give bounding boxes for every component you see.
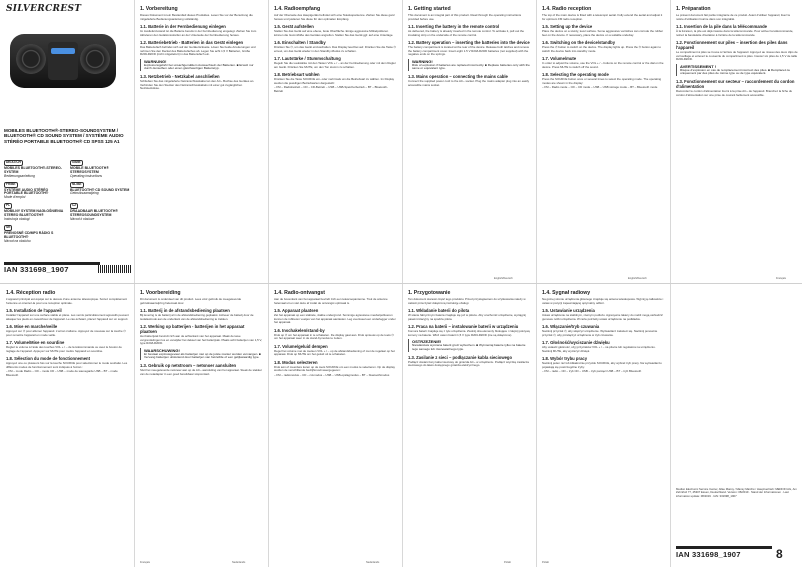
paragraph: Naciśnij jeden raz lub kilkakrotnie przycisk SOURCE, aby wybrać tryb pracy. Na wyświetlaczu pojawiają się poszczególne tryby: (542, 361, 662, 369)
page-en-2 (538, 0, 668, 283)
cover-page (0, 0, 134, 283)
page-footer: Polski (504, 561, 511, 564)
page-fr-2 (2, 284, 134, 567)
subsection-heading: 1.8. Modus selecteren (274, 359, 318, 365)
subsection-heading: 1.6. Mise en marche/veille (6, 324, 58, 329)
product-image (10, 34, 116, 88)
subsection-heading: 1.5. Installation de l'appareil (6, 308, 62, 313)
subsection-heading: 1.6. Switching on the device/standby (542, 40, 616, 45)
warning-title: WAARSCHUWING! (144, 347, 180, 353)
product-title: MOBILES BLUETOOTH®-STEREO-SOUNDSYSTEM / BLUETOOTH® CD SOUND SYSTEM / SYSTÈME AUDIO STÉRÉO PORTABLE BLUETOOTH® CD SPSS 125 A1 (4, 128, 124, 144)
paragraph: Het batterijvak bevindt zich aan de achterkant van het apparaat. Maak de twee vergrendelingen los en verwijder het deksel van het batterijvak. Plaats acht batterijen van 1,5 V, type R20/LR20/D. (140, 334, 263, 345)
paragraph: Auf der Oberseite des Hauptgeräts befindet sich eine Teleskopantenne. Ziehen Sie diese ganz heraus und justieren Sie diese für den optimalen Empfang. (274, 13, 395, 21)
subsection-heading: 1.8. Sélection du mode de fonctionnement (6, 356, 90, 361)
paragraph: In order to adjust the volume, use the VOL + / – buttons on the remote control or the dial on the device. Press MUTE to switch off the sound. (542, 61, 664, 69)
paragraph: Aan de bovenkant van het apparaat bevindt zich een telescoopantenne. Trek de antenne helemaal uit en stel deze af zodat de ontvangst optimaal is. (274, 297, 388, 305)
paragraph: Komora baterii znajduje się z tyłu urządzenia. Zwolnij oba elementy blokujące i zdejmij pokrywę komory na baterie. Włóż osiem baterii 1,5 V typu R20/LR20/D (nie są dołączone). (408, 329, 530, 337)
column-divider (670, 284, 671, 567)
column-divider (536, 284, 537, 567)
column-divider (670, 0, 671, 283)
subsection-heading: 1.5. Setting up the device (542, 24, 593, 29)
subsection-heading: 1.8. Selecting the operating mode (542, 72, 609, 77)
subsection-heading: 1.7. Volume/Mise en sourdine (6, 340, 65, 345)
paragraph: Regeln Sie die Lautstärke mit den Tasten VOL + / – an der Fernbedienung oder mit dem Regler am Gerät. Drücken Sie MUTE, um den Ton stumm zu schalten. (274, 61, 396, 69)
paragraph: Druk één of meerdere keren op de toets SOURCE om een modus te selecteren. Op de display worden de verschillende bedrijfsmodi weergegeven: (274, 364, 395, 372)
section-heading: 1.4. Réception radio (6, 290, 56, 296)
section-heading: 1.4. Radio reception (542, 6, 592, 12)
warning-title: WARNING! (412, 58, 433, 64)
subsection-heading: 1.5. Gerät aufstellen (274, 24, 314, 29)
paragraph: Bij levering is de batterij al in de afstandsbediening geplaatst. Activeer de batterij door de isolatiestrook aan de onderkant van de afstandsbediening te trekken. (140, 313, 254, 321)
subsection-heading: 1.5. Ustawianie urządzenia (542, 308, 595, 313)
warning-text: Niewłaściwa wymiana baterii grozi wybuchem. ■ Wymieniaj baterie tylko na baterie tego samego lub równoważnego typu. (412, 343, 526, 351)
paragraph: Le compartiment à piles se trouve à l'arrière de l'appareil. Appuyez au niveau des deux clips de verrouillage et enlevez le couvercle du compartiment à piles. Insérez six piles de 1,5 V de taille R20/LR20/D. (676, 50, 798, 61)
column-divider (268, 0, 269, 283)
paragraph: The battery compartment is located at the rear of the device. Release both latches and remove the battery compartment cover. Insert eight 1.5 V R20/LR20/D batteries (not supplied) with the negative ends on the springs. (408, 45, 530, 56)
top-sheet (0, 0, 802, 283)
warning-text: Risk of explosion if batteries are replaced incorrectly. ■ Replace batteries only with the same or equivalent type. (412, 62, 530, 71)
subsection-heading: 1.2. Fonctionnement sur piles – insertion des piles dans l'appareil (676, 40, 788, 50)
mode-list: – FM – radiomodus – CD – cd-modus – USB – USB-opslagmodus – BT – bluetoothmodus (274, 372, 390, 377)
mode-list: – FM – Radio mode – CD – CD mode – USB – USB storage mode – BT – Bluetooth mode (542, 85, 658, 89)
warning-text: Er bestaat explosiegevaar als batterijen niet op de juiste manier worden vervangen. ■ Vervang batterijen uitsluitend door batterijen van hetzelfde of een gelijkwaardig type. (144, 351, 261, 360)
language-item: PL MOBILNY SYSTEM NAGŁOŚNIENIA STEREO BLUETOOTH® Instrukcja obsługi (4, 203, 64, 221)
page-footer: English/Deutsch (494, 277, 513, 280)
warning-title: OSTRZEŻENIE! (412, 339, 442, 344)
paragraph: Raccordez le cordon d'alimentation fourni à la prise AC~ de l'appareil. Branchez la fiche du cordon d'alimentation sur une prise de courant facilement accessible. (676, 89, 793, 97)
paragraph: Place the device on a sturdy, level surface. Some aggressive varnishes can corrode the rubber feet on the device. If necessary, place the device on a suitable underlay. (542, 29, 664, 37)
page-footer: Nederlands (366, 561, 380, 564)
subsection-heading: 1.8. Betriebsart wählen (274, 72, 320, 77)
subsection-heading: 1.2. Praca na baterii – instalowanie baterii w urządzeniu (408, 324, 519, 329)
section-heading: 1.4. Radio-ontvangst (274, 290, 326, 296)
subsection-heading: 1.6. Inschakelen/stand-by (274, 327, 325, 333)
warning-title: WARNUNG! (144, 58, 167, 64)
column-divider (268, 284, 269, 567)
page-pl-1 (404, 284, 534, 567)
ian-number: IAN 331698_1907 (4, 265, 69, 274)
paragraph: Drücken Sie die Taste SOURCE ein- oder mehrmals um die Betriebsart zu wählen. Im Display werden die jeweiligen Betriebsarten dargestellt: (274, 77, 395, 85)
subsection-heading: 1.3. Fonctionnement sur secteur – raccordement du cordon d'alimentation (676, 79, 795, 90)
mode-list: – FM – mode Radio – CD – mode CD – USB – mode de sauvegarde USB – BT – mode Bluetooth (6, 369, 118, 377)
mode-list: – FM – radio – CD – tryb CD – USB – tryb pamięci USB – BT – tryb Bluetooth (542, 369, 642, 373)
paragraph: Podłącz dostarczony kabel sieciowy do gniazda AC~ w urządzeniu. Podłącz wtyczkę zasilacza sieciowego do łatwo dostępnego gniazda elektrycznego. (408, 359, 529, 368)
subsection-heading: 1.2. Werking op batterijen - batterijen in het apparaat plaatsen (140, 324, 245, 334)
section-heading: 1. Voorbereiding (140, 290, 181, 296)
language-item: FR/BE SYSTÈME AUDIO STÉRÉO PORTABLE BLUETOOTH® Mode d'emploi (4, 181, 49, 200)
paragraph: Naciśnij przycisk ⏻, aby włączyć urządzenie. Wyświetlacz zaświeci się. Naciśnij ponownie przycisk ⏻, aby przełączyć urządzenie w tryb czuwania. (542, 329, 658, 337)
paragraph: Réglez le volume à l'aide des touches VOL + / – de la télécommande ou avec le bouton de réglage de l'appareil. Appuyez sur MUTE pour mettre l'appareil en sourdine. (6, 345, 122, 353)
language-item: GB/IE MOBILE BLUETOOTH® STEREOSYSTEM Operating instructions (70, 160, 109, 178)
paragraph: Dit document is onderdeel van dit product. Lees vóór gebruik de meegeleverde gebruiksaanwijzing helemaal door. (140, 297, 242, 305)
paragraph: Press the ⏻ button to switch on the device. The display lights up. Press the ⏻ button again to switch the device back into standby mode. (542, 45, 661, 53)
subsection-heading: 1.5. Apparaat plaatsen (274, 308, 319, 313)
section-heading: 1. Przygotowanie (408, 290, 451, 296)
page-footer: Français (140, 561, 150, 564)
paragraph: This document is an integral part of this product. Read through the operating instructions provided before use. (408, 13, 522, 21)
product-light-bar (51, 48, 75, 54)
subsection-heading: 1.3. Mains operation – connecting the mains cable (408, 74, 508, 80)
paragraph: Das Batteriefach befindet sich auf der Geräterückseite. Lösen Sie beide Arretierungen und nehmen Sie den Deckel des Batteriefaches ab. Legen Sie acht 1,5 V Batterien, Größe R20/LR20/D (nicht mitgeliefert) in das Batteriefach ein. (140, 45, 256, 56)
subsection-heading: 1.7. Głośność/wyciszanie dźwięku (542, 340, 610, 345)
page-pl-2 (538, 284, 670, 567)
paragraph: Stellen Sie das Gerät auf eine ebene, feste Oberfläche. Einige aggressive Möbelpolituren können die Gummifüße des Gerätes angreifen. Stellen Sie das Gerät ggf. auf eine Unterlage. (274, 29, 394, 37)
paragraph: Dieses Dokument ist ein Bestandteil dieses Produktes. Lesen Sie vor der Benutzung die mitgelieferte Bedienungsanleitung vollständig. (140, 13, 253, 21)
paragraph: Aby ustawić głośność, użyj przycisków VOL + / – na pilocie lub regulatora na urządzeniu. Naciśnij MUTE, aby wyciszyć dźwięk. (542, 345, 656, 353)
paragraph: Zet het apparaat op een stabiele, vlakke ondergrond. Sommige agressieve meubelpolitoeren kunnen de rubberen voetjes van het apparaat aantasten. Leg eventueel een onderlegger onder het apparaat. (274, 313, 396, 324)
language-item: SK PRENOSNÉ CD/MP3 RÁDIO S BLUETOOTH® Návod na obsluhu (4, 224, 54, 243)
page-footer: English/Deutsch (628, 277, 647, 280)
warning-box (140, 59, 262, 72)
subsection-heading: 1.6. Einschalten / Standby (274, 40, 326, 45)
page-footer: Polski (542, 561, 549, 564)
paragraph: Sluit het meegeleverde netsnoer aan op de AC~ aansluiting van het apparaat. Steek de stekker van de netadapter in een goed bereikbaar stopcontact. (140, 368, 262, 376)
paragraph: The top of the main device is fitted with a telescopic aerial. Fully extend the aerial and adjust it for optimum FM radio reception. (542, 13, 663, 21)
subsection-heading: 1.3. Zasilanie z sieci – podłączanie kabla sieciowego (408, 354, 513, 360)
paragraph: Na górnej stronie urządzenia głównego znajduje się antena teleskopowa. Wyjmij ją całkowicie i ustaw w pozycji zapewniającej optymalny odbiór. (542, 297, 664, 305)
warning-box (408, 59, 530, 72)
column-divider (134, 0, 135, 283)
subsection-heading: 1.8. Wybór trybu pracy (542, 356, 588, 361)
warning-title: AVERTISSEMENT ! (680, 63, 717, 69)
subsection-heading: 1.3. Netzbetrieb - Netzkabel anschließen (140, 74, 220, 80)
paragraph: Schließen Sie das mitgelieferte Netzanschlusskabel an den AC~ Buchse des Gerätes an. Verbinden Sie den Stecker des Netzanschlusskabels mit einer gut zugänglichen Netzsteckdose. (140, 79, 255, 91)
page-footer: Nederlands (232, 561, 246, 564)
barcode (98, 265, 132, 273)
mode-list: – FM – Radiobetrieb – CD – CD-Betrieb – USB – USB-Speicherbetrieb – BT – Bluetooth-Betrieb (274, 85, 388, 93)
paragraph: Regel het volume met de toetsen VOL + / – op de afstandsbediening of met de regelaar op het apparaat. Druk op MUTE om het geluid uit te schakelen. (274, 348, 395, 356)
page-nl-1 (136, 284, 266, 567)
paragraph: Druk op ⏻ om het apparaat in te schakelen. De display gaat aan. Druk opnieuw op de toets ⏻ om het apparaat weer in de stand-bymodus te zetten. (274, 332, 394, 340)
paragraph: Le présent document fait partie intégrante de ce produit. Avant d'utiliser l'appareil, lisez la notice d'utilisation fournie dans son intégralité. (676, 13, 790, 21)
warning-text: Explosionsgefahr bei unsachgemäßem Auswechseln der Batterien. ■ Ersatz nur durch denselben oder einen gleichwertigen Batterietyp. (144, 62, 254, 71)
section-heading: 1. Vorbereitung (140, 6, 178, 12)
back-cover (672, 284, 802, 567)
warning-box (408, 339, 530, 352)
paragraph: Im Auslieferzustand ist die Batterie bereits in der Fernbedienung eingelegt. Ziehen Sie zum Aktivieren den Isolationsstreifen an der Unterseite der Fernbedienung heraus. (140, 29, 257, 37)
language-item: CZ DRAADBAAR BLUETOOTH® STEREOSOUNDSYSTEM Návod k obsluze (70, 203, 119, 221)
language-list (4, 160, 132, 244)
column-divider (402, 0, 403, 283)
subsection-heading: 1.2. Battery operation – inserting the batteries into the device (408, 40, 530, 45)
paragraph: Ten dokument stanowi część tego produktu. Przed przystąpieniem do użytkowania należy w całości przeczytać dołączoną instrukcję obsługi. (408, 297, 526, 305)
subsection-heading: 1.1. Batterie in der Fernbedienung einlegen (140, 24, 226, 29)
paragraph: As delivered, the battery is already inserted in the remote control. To activate it, pull out the insulating strip on the underside of the remote control. (408, 29, 524, 37)
section-heading: 1.4. Radioempfang (274, 6, 321, 12)
subsection-heading: 1.3. Gebruik op netstroom – netsnoer aansluiten (140, 363, 237, 369)
page-number: 8 (776, 547, 783, 561)
bottom-sheet (0, 284, 802, 567)
paragraph: Ustaw urządzenie na stabilnym, równym podłożu. Agresywne lakiery do mebli mogą uszkodzić gumowe nóżki urządzenia. W razie potrzeby ustaw urządzenie na podkładce. (542, 313, 663, 321)
warning-box (140, 348, 262, 361)
page-de-1 (136, 0, 266, 283)
subsection-heading: 1.7. Lautstärke / Stummschaltung (274, 56, 341, 61)
brand-logo: SILVERCREST (6, 4, 82, 14)
warning-text: Risque d'explosion en cas de remplacement incorrect des piles. ■ Remplacez-la uniquement par des piles de même type ou de type équivalent. (680, 67, 790, 76)
paragraph: Appuyez une ou plusieurs fois sur la touche SOURCE pour sélectionner le mode souhaité. Les différents modes de fonctionnement sont indiqués à l'écran : (6, 361, 128, 369)
paragraph: À la livraison, la pile est déjà insérée dans la télécommande. Pour activer la télécommande, retirez la bandelette d'isolation à l'arrière de la télécommande. (676, 29, 794, 37)
paragraph: Appuyez sur ⏻ pour allumer l'appareil. L'écran s'allume. Appuyez de nouveau sur la touche ⏻ pour remettre l'appareil en mode veille. (6, 329, 126, 337)
subsection-heading: 1.1. Inserting the battery in the remote control (408, 24, 500, 29)
subsection-heading: 1.1. Wkładanie baterii do pilota (408, 308, 470, 313)
page-footer: Français (776, 277, 786, 280)
subsection-heading: 1.2. Batteriebetrieb - Batterien in das Gerät einlegen (140, 40, 244, 45)
column-divider (536, 0, 537, 283)
paragraph: Installez l'appareil sur une surface stable et plane. Les vernis particulièrement agressifs peuvent attaquer les pieds en caoutchouc de l'appareil. Le cas échéant, placez l'appareil sur un support. (6, 313, 129, 321)
warning-box (676, 64, 798, 77)
language-item: DE/AT/CH MOBILES BLUETOOTH®-STEREO-SYSTEM Bedienungsanleitung (4, 160, 62, 178)
section-heading: 1. Préparation (676, 6, 711, 12)
ian-number: IAN 331698_1907 (676, 550, 741, 559)
paragraph: W stanie fabrycznym bateria znajduje się już w pilocie. Aby uruchomić urządzenie, wyciągnij pasek izolacyjny na spodzie pilota. (408, 313, 526, 321)
subsection-heading: 1.7. Volume/geluid dempen (274, 343, 328, 349)
page-de-2 (270, 0, 400, 283)
subsection-heading: 1.1. Batterij in de afstandsbediening plaatsen (140, 308, 230, 313)
page-nl-2 (270, 284, 400, 567)
paragraph: L'appareil principal est équipé sur le dessus d'une antenne télescopique. Sortez complètement l'antenne et orientez-la pour une réception optimale. (6, 297, 127, 305)
section-heading: 1.4. Sygnał radiowy (542, 290, 591, 296)
paragraph: Drücken Sie ⏻, um das Gerät einzuschalten. Das Display leuchtet auf. Drücken Sie die Taste ⏻ erneut, um das Gerät wieder in den Standby-Modus zu schalten. (274, 45, 396, 53)
paragraph: Press the SOURCE button once or several times to select the operating mode. The operating modes are shown in the display: (542, 77, 662, 85)
column-divider (402, 284, 403, 567)
imprint-text: Medion Electronic Service Center, Allée Mansy / Mansy Marché / Hauptvertrieb: MEDION AG, Am Zehnthof 77, 45307 Essen, Deutschland. Version: 08/2019 · Stand der Informationen · Last information update: 08/2019 · IAN: 331698_1907 (676, 487, 797, 498)
language-item: NL/BE BLUETOOTH® CD SOUND SYSTEM Gebruiksaanwijzing (70, 181, 130, 196)
column-divider (134, 284, 135, 567)
subsection-heading: 1.7. Volume/mute (542, 56, 577, 61)
ian-rule (676, 546, 772, 549)
page-fr-1 (672, 0, 802, 283)
subsection-heading: 1.6. Włączanie/tryb czuwania (542, 324, 600, 329)
section-heading: 1. Getting started (408, 6, 451, 12)
subsection-heading: 1.1. Insertion de la pile dans la télécommande (676, 24, 767, 29)
paragraph: Connect the supplied power cord to the AC~ socket. Plug the mains adapter plug into an easily accessible mains socket. (408, 79, 530, 87)
page-en-1 (404, 0, 534, 283)
